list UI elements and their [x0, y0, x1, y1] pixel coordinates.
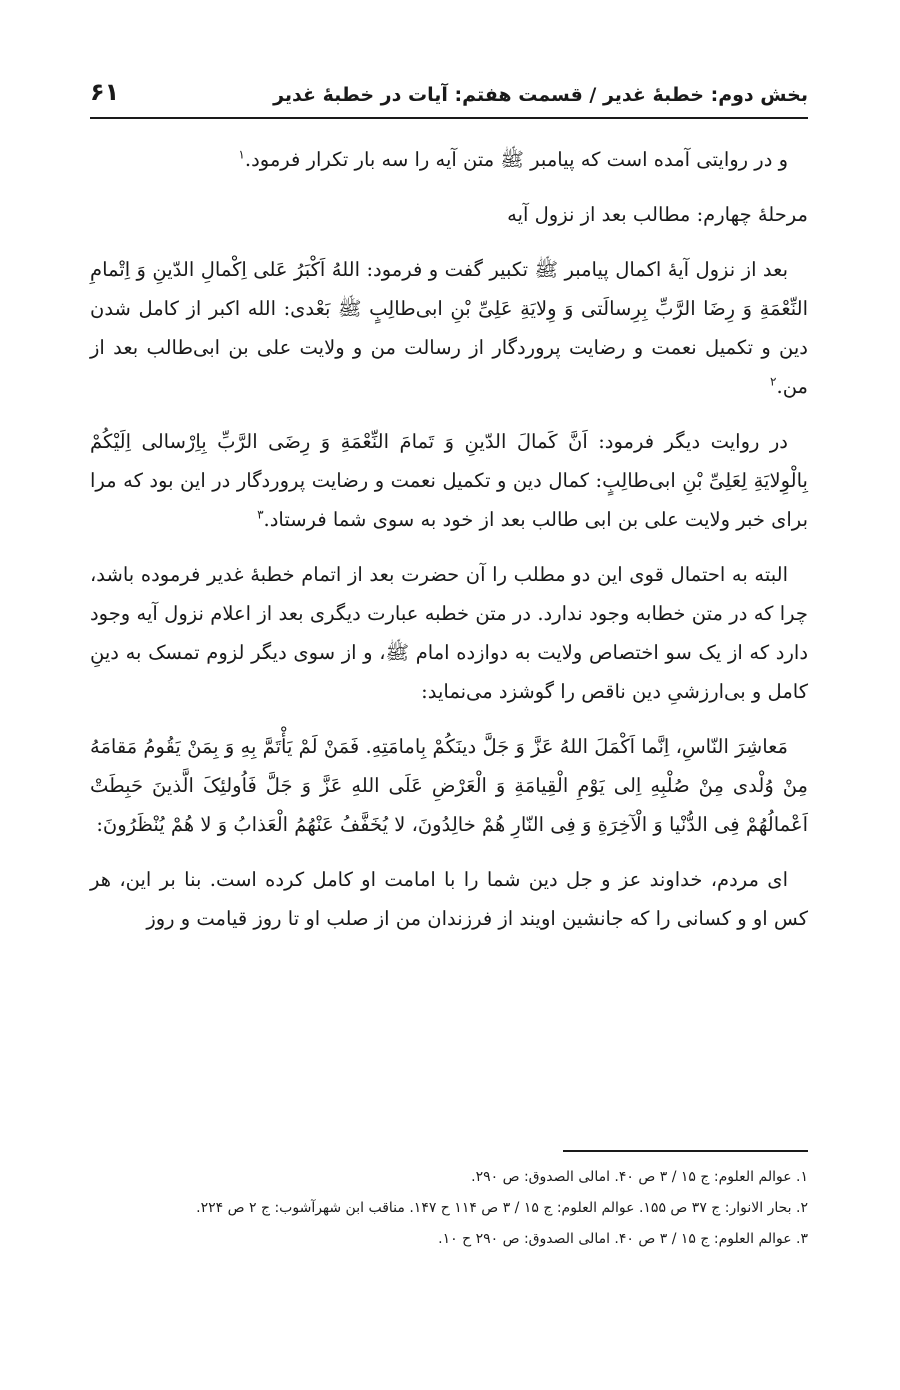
page-number: ۶۱: [90, 78, 120, 106]
footnote-item: ۳. عوالم العلوم: ج ۱۵ / ۳ ص ۴۰. امالی الصدوق: ص ۲۹۰ ح ۱۰.: [438, 1231, 808, 1247]
section-heading: [90, 195, 808, 234]
heading-text: مرحلۀ چهارم: مطالب بعد از نزول آیه: [507, 203, 808, 226]
page-header: [90, 72, 808, 106]
paragraph-text: و در روایتی آمده است که پیامبر ﷺ متن آیه را سه بار تکرار فرمود.: [244, 148, 788, 171]
paragraph-text: در روایت دیگر فرمود: اَنَّ کَمالَ الدّینِ وَ تَمامَ النِّعْمَةِ وَ رِضَی الرَّبِّ بِاِرْسالی اِلَیْکُمْ بِالْوِلایَةِ لِعَلِیِّ بْنِ ابی‌طالِبٍ: کمال دین و تکمیل نعمت و رضایت پروردگار در این بود که مرا برای خبر ولایت علی بن ابی طالب بعد از خود به سوی شما فرستاد.: [90, 430, 808, 531]
paragraph-text: البته به احتمال قوی این دو مطلب را آن حضرت بعد از اتمام خطبۀ غدیر فرموده باشد، چرا که در متن خطابه وجود ندارد. در متن خطبه عبارت دیگری بعد از اعلام نزول آیه وجود دارد که از یک سو اختصاص ولایت به دوازده امام ﷺ، و از سوی دیگر لزوم تمسک به دینِ کامل و بی‌ارزشیِ دین ناقص را گوشزد می‌نماید:: [90, 563, 808, 703]
paragraph: [90, 555, 808, 711]
footnote-item: ۲. بحار الانوار: ج ۳۷ ص ۱۵۵. عوالم العلوم: ج ۱۵ / ۳ ص ۱۱۴ ح ۱۴۷. مناقب ابن شهرآشوب: ج ۲ ص ۲۲۴.: [196, 1200, 808, 1216]
footnote-ref: ۳: [257, 507, 264, 522]
paragraph: [90, 140, 808, 179]
paragraph: [90, 860, 808, 938]
quoted-arabic-passage: [90, 727, 808, 844]
paragraph-text: بعد از نزول آیۀ اکمال پیامبر ﷺ تکبیر گفت و فرمود: اللهُ اَکْبَرُ عَلی اِکْمالِ الدّینِ وَ اِتْمامِ النِّعْمَةِ وَ رِضَا الرَّبِّ بِرِسالَتی وَ وِلایَةِ عَلِیِّ بْنِ ابی‌طالِبٍ ﷺ بَعْدی: الله اکبر از کامل شدن دین و تکمیل نعمت و رضایت پروردگار از رسالت من و ولایت علی بن ابی‌طالب بعد از من.: [90, 258, 808, 398]
paragraph: [90, 422, 808, 539]
footnote-ref: ۱: [238, 147, 245, 162]
running-header-title: بخش دوم: خطبۀ غدیر / قسمت هفتم: آیات در خطبۀ غدیر: [273, 84, 808, 106]
header-rule: [90, 117, 808, 119]
footnote-separator: [563, 1150, 808, 1152]
footnote-item: ۱. عوالم العلوم: ج ۱۵ / ۳ ص ۴۰. امالی الصدوق: ص ۲۹۰.: [471, 1169, 808, 1185]
footnote-ref: ۲: [770, 374, 777, 389]
body-text: [90, 140, 808, 954]
paragraph-text: ای مردم، خداوند عز و جل دین شما را با امامت او کامل کرده است. بنا بر این، هر کس او و کسانی را که جانشین اویند از فرزندان من از صلب او تا روز قیامت و روز: [90, 868, 808, 930]
footnotes: [90, 1162, 808, 1255]
paragraph: [90, 250, 808, 406]
paragraph-text: مَعاشِرَ النّاسِ، اِنَّما اَکْمَلَ اللهُ عَزَّ وَ جَلَّ دینَکُمْ بِامامَتِهِ. فَمَنْ لَمْ یَأْتَمَّ بِهِ وَ بِمَنْ یَقُومُ مَقامَهُ مِنْ وُلْدی مِنْ صُلْبِهِ اِلی یَوْمِ الْقِیامَةِ وَ الْعَرْضِ عَلَی اللهِ عَزَّ وَ جَلَّ فَاُولئِکَ الَّذینَ حَبِطَتْ اَعْمالُهُمْ فِی الدُّنْیا وَ الْآخِرَةِ وَ فِی النّارِ هُمْ خالِدُونَ، لا یُخَفَّفُ عَنْهُمُ الْعَذابُ وَ لا هُمْ یُنْظَرُونَ:: [90, 735, 808, 836]
